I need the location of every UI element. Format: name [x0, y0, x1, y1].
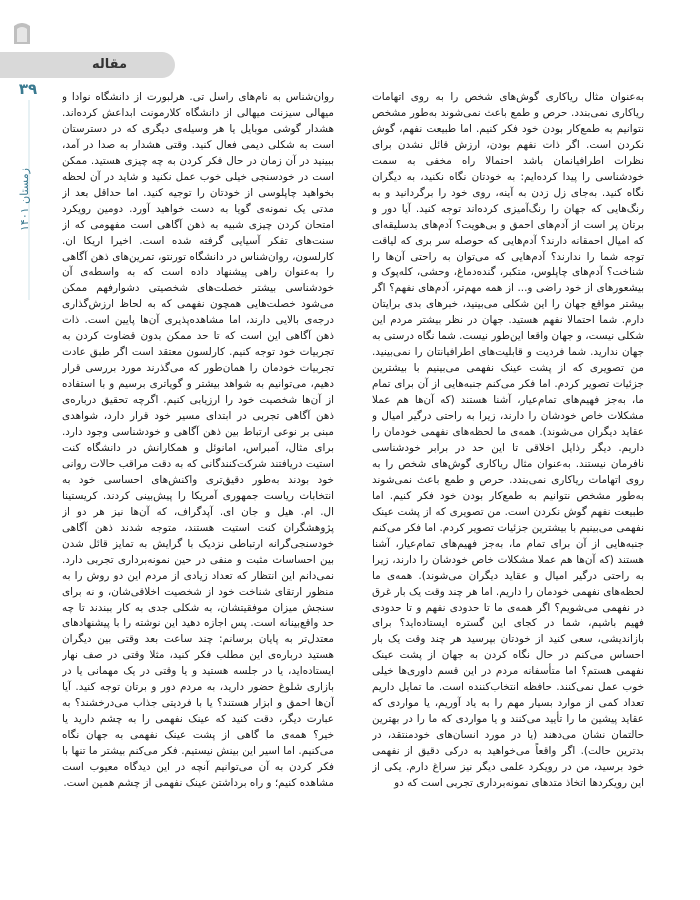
column-left-text: روان‌شناس به نام‌های راسل تی. هرلبورت از دانشگاه نوادا و میهالی سیزنت میهالی از دانشگاه کلارمونت ابداعش کرده‌اند. هشدار گوشی موبایل یا هر وسیله‌ی دیگری که در دسترستان است به شکلی دیمی فعال کنید. وقتی هشدار به صدا در آمد، ببینید در آن زمان در حال فکر کردن به چه چیزی هستید. ممکن است در خودسنجی خیلی خوب عمل نکنید و شاید در آن لحظه بخواهید چاپلوسی از خودتان را توجیه کنید. اما حداقل بعد از مدتی یک نمونه‌ی گویا به دست خواهید آورد. دومین رویکرد امتحان کردن چیزی شبیه به ذهن آگاهی است مفهومی که از سنت‌های تفکر آسیایی گرفته شده است. اخیرا اریکا ان. کارلسون، روان‌شناس در دانشگاه تورنتو، تمرین‌های ذهن آگاهی را به‌عنوان راهی پیشنهاد داده است که به واسطه‌ی آن خودشناسی بیشتر خصلت‌های شخصیتی دشوارفهم ممکن می‌شود خصلت‌هایی همچون نفهمی که به لحاظ ارزش‌گذاری درجه‌ی بالایی دارند، اما مشاهده‌پذیری آن‌ها پایین است. ذات ذهن آگاهی این است که تا حد ممکن بدون قضاوت کردن به تجربیات خود توجه کنیم. کارلسون معتقد است اگر طبق عادت تجربیات خودمان را همان‌طور که می‌گذرند مورد بررسی قرار دهیم، می‌توانیم به شواهد بیشتر و گویاتری برسیم و با استفاده از آن‌ها شخصیت خود را ارزیابی کنیم. اگرچه تحقیق درباره‌ی ذهن آگاهی تجربی در ابتدای مسیر خود قرار دارد، شواهدی مبنی بر نوعی ارتباط بین ذهن آگاهی و خودشناسی وجود دارد. برای مثال، آمبراس، امانوئل و همکارانش در دانشگاه کنت استیت دریافتند شرکت‌کنندگانی که به دقت مراقب حالات روانی خود بودند به‌طور دقیق‌تری واکنش‌های احساسی خود به انتخابات ریاست جمهوری آمریکا را پیش‌بینی کردند. کریستینا ال. ام. هیل و جان ای. آپدگراف، که آن‌ها نیز هر دو از پژوهشگران کنت استیت هستند، متوجه شدند ذهن آگاهی خودسنجی‌گرانه ارتباطی نزدیک با گرایش به تمایز قائل شدن بین احساسات مثبت و منفی در حین نمونه‌برداری تجربی دارد. نمی‌دانم این انتظار که تعداد زیادی از مردم این دو روش را به منظور ارتقای شناخت خود از شخصیت اخلاقی‌شان، و نه برای سنجش میزان موفقیتشان، به شکلی جدی به کار ببندند تا چه حد واقع‌بینانه است. پس اجازه دهید این نوشته را با پیشنهادهای معتدل‌تر به پایان برسانم: چند ساعت بعد وقتی بین دیگران هستید درباره‌ی این مطلب فکر کنید، مثلا وقتی در صف نهار ایستاده‌اید، یا در جلسه هستید و یا وقتی در یک مهمانی یا در بازاری شلوغ حضور دارید، به مردم دور و برتان توجه کنید. آیا آن‌ها احمق و ابزار هستند؟ یا با فردیتی جذاب می‌درخشند؟ به عبارت دیگر، دقت کنید که عینک نفهمی را به چشم دارید یا خیر؟ همه‌ی ما گاهی از پشت عینک نفهمی به جهان نگاه می‌کنیم. اما اسیر این بینش نیستیم. فکر می‌کنم بیشتر ما تنها با فکر کردن به آن می‌توانیم آنچه در این دیدگاه معیوب است مشاهده کنیم؛ و راه برداشتن عینک نفهمی از چشم همین است. [62, 91, 334, 789]
magazine-logo-icon [10, 18, 34, 48]
section-header-tab [0, 52, 175, 78]
text-column-right [372, 90, 644, 870]
column-right-text: به‌عنوان مثال ریاکاری گوش‌های شخص را به روی اتهامات ریاکاری نمی‌بندد. حرص و طمع باعث نمی‌شوند به‌طور مشخص نتوانیم به طمع‌کار بودن خود فکر کنیم. اما طبیعت نفهم، گوش نکردن است. اگر ذات نفهم بودن، ارزش قائل نشدن برای نظرات اطرافیانمان باشد احتمالا راه مخفی به سمت خودشناسی را پیدا کرده‌ایم: به خودتان نگاه نکنید، به دیگران نگاه کنید. به‌جای زل زدن به آینه، روی خود را برگردانید و به رنگ‌هایی که جهان را رنگ‌آمیزی کرده‌اند توجه کنید. آیا دور و برتان پر است از آدم‌های احمق و بی‌هویت؟ آدم‌های بدسلیقه‌ای که امیال احمقانه دارند؟ آدم‌هایی که حوصله سر بری که لیاقت توجه شما را ندارند؟ آدم‌هایی که می‌توان به راحتی آن‌ها را شناخت؟ آدم‌های چاپلوس، متکبر، گنده‌دماغ، وحشی، کله‌پوک و بیشعورهای از خود راضی و... از همه مهم‌تر، آدم‌های نفهم؟ اگر بیشتر مواقع جهان را این شکلی می‌بینید، خبرهای بدی برایتان دارم. شما احتمالا نفهم هستید. جهان در نظر بیشتر مردم این شکلی نیست، و جهان واقعا این‌طور نیست. شما نگاه درستی به جهان ندارید. شما فردیت و قابلیت‌های اطرافیانتان را نمی‌بینید. من تصویری که از پشت عینک نفهمی می‌بینیم با بیشترین جزئیات تصویر کردم. اما فکر می‌کنم جنبه‌هایی از آن برای تمام ما، به‌جز فهیم‌های تمام‌عیار، آشنا هستند (که آن‌ها هم عملا مشکلات خاص خودشان را دارند، زیرا به راحتی درگیر امیال و عقاید دیگران می‌شوند). همه‌ی ما لحظه‌های نفهمی خودمان را داریم. دیگر رذایل اخلاقی تا این حد در برابر خودشناسی نافرمان نیستند. به‌عنوان مثال ریاکاری گوش‌های شخص را به روی اتهامات ریاکاری نمی‌بندد. حرص و طمع باعث نمی‌شوند به‌طور مشخص نتوانیم به طمع‌کار بودن خود فکر کنیم. اما طبیعت نفهم گوش نکردن است. من تصویری که از پشت عینک نفهمی می‌بینیم با بیشترین جزئیات تصویر کردم. اما فکر می‌کنم جنبه‌هایی از آن برای تمام ما، به‌جز فهیم‌های تمام‌عیار، آشنا هستند (که آن‌ها هم عملا مشکلات خاص خودشان را دارند، زیرا به راحتی درگیر امیال و عقاید دیگران می‌شوند). همه‌ی ما لحظه‌های نفهمی خودمان را داریم. اما هر چند وقت یک بار غرق در نفهمی می‌شویم؟ اگر همه‌ی ما تا حدودی نفهم و تا حدودی فهیم باشیم، شما در کجای این گستره ایستاده‌اید؟ برای بازاندیشی، سعی کنید از خودتان بپرسید هر چند وقت یک بار احساس می‌کنم در حال نگاه کردن به جهان از پشت عینک نفهمی هستم؟ اما متأسفانه مردم در این قسم داوری‌ها خیلی خوب عمل نمی‌کنند. حافظه انتخاب‌کننده است. ما تمایل داریم تعداد کمی از موارد بسیار مهم را به یاد آوریم، یا مواردی که عقاید پیشین ما را تأیید می‌کنند و یا مواردی که ما را در بهترین حالتمان نشان می‌دهند (یا در مورد انسان‌های خودمنتقد، در بدترین حالت). اگر واقعاً می‌خواهید به درکی دقیق از نفهمی خود برسید، من در رویکرد علمی دیگر نیز سراغ دارم. یکی از این رویکردها اتخاذ متدهای نمونه‌برداری تجربی است که دو [372, 91, 644, 789]
issue-label: زمستان ۱۴۰۱ [18, 168, 31, 232]
text-column-left [62, 90, 334, 870]
page-number: ۳۹ [18, 80, 38, 98]
section-label: مقاله [92, 57, 128, 72]
